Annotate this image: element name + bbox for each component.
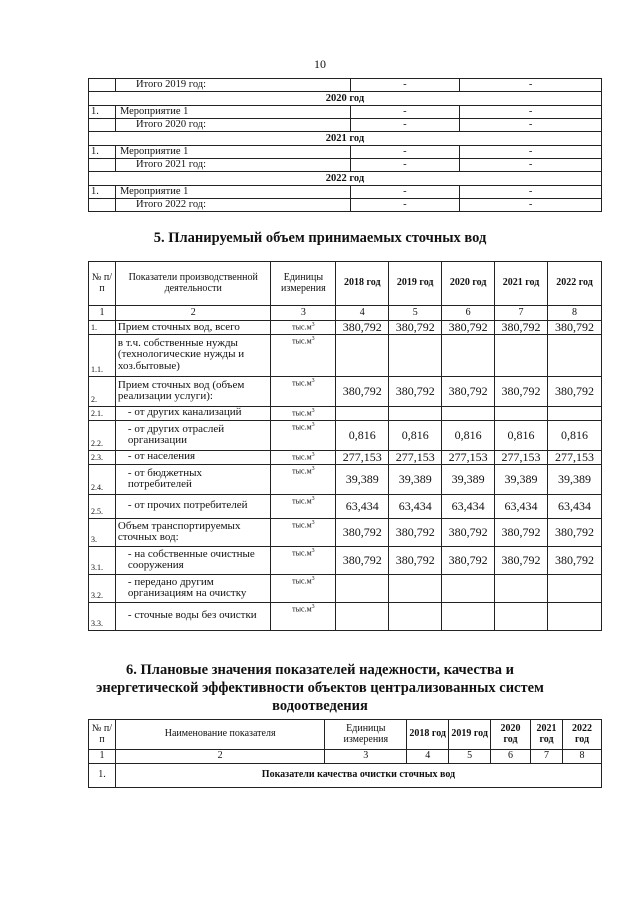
- row-value: 0,816: [548, 420, 602, 450]
- row-num: [89, 199, 116, 212]
- row-value: 63,434: [548, 494, 602, 518]
- table-header-row: [89, 720, 602, 750]
- unit-text: тыс.м: [292, 496, 312, 506]
- header-year: 2021 год: [531, 720, 563, 750]
- row-value: 380,792: [336, 376, 389, 406]
- row-label: Мероприятие 1: [115, 146, 350, 159]
- row-value: 380,792: [548, 546, 602, 574]
- unit-exponent: 3: [311, 322, 315, 328]
- column-number-row: [89, 750, 602, 764]
- header-units: Единицы измерения: [271, 262, 336, 306]
- row-value: [442, 406, 495, 420]
- row-value: [336, 574, 389, 602]
- row-label: - от населения: [115, 450, 271, 464]
- row-value: [548, 334, 602, 376]
- row-value: 380,792: [389, 321, 442, 335]
- row-value: 277,153: [389, 450, 442, 464]
- row-num: 1.: [89, 106, 116, 119]
- header-name: Наименование показателя: [115, 720, 324, 750]
- column-number: 2: [115, 750, 324, 764]
- unit-text: тыс.м: [292, 466, 312, 476]
- row-value: -: [460, 199, 602, 212]
- row-num: 3.: [89, 518, 116, 546]
- section-6-title-line-3: водоотведения: [272, 698, 368, 714]
- row-value: 380,792: [336, 546, 389, 574]
- group-num: 1.: [89, 764, 116, 788]
- table-row: [89, 518, 602, 546]
- row-num: 2.4.: [89, 464, 116, 494]
- header-year: 2019 год: [449, 720, 491, 750]
- unit-exponent: 3: [311, 335, 315, 342]
- table-row: [89, 602, 602, 630]
- unit-text: тыс.м: [292, 378, 312, 388]
- table-row: [89, 321, 602, 335]
- row-num: 1.: [89, 186, 116, 199]
- header-year: 2019 год: [389, 262, 442, 306]
- column-number: 1: [89, 306, 116, 321]
- row-num: 2.5.: [89, 494, 116, 518]
- table-row: [89, 546, 602, 574]
- column-number: 7: [531, 750, 563, 764]
- row-value: [442, 574, 495, 602]
- row-label: - от прочих потребителей: [115, 494, 271, 518]
- unit-exponent: 3: [311, 519, 315, 526]
- row-num: 1.: [89, 321, 116, 335]
- row-value: -: [460, 159, 602, 172]
- measure-row: [89, 106, 602, 119]
- section-5-title: 5. Планируемый объем принимаемых сточных вод: [153, 230, 487, 246]
- row-num: 2.: [89, 376, 116, 406]
- row-num: 2.1.: [89, 406, 116, 420]
- row-value: 63,434: [389, 494, 442, 518]
- header-year: 2022 год: [548, 262, 602, 306]
- column-number: 6: [491, 750, 531, 764]
- row-unit: [271, 420, 336, 450]
- row-value: [548, 574, 602, 602]
- row-value: 380,792: [495, 321, 548, 335]
- row-label: - от других отраслей организации: [115, 420, 271, 450]
- unit-text: тыс.м: [292, 576, 312, 586]
- row-num: 3.1.: [89, 546, 116, 574]
- table-row: [89, 574, 602, 602]
- column-number: 6: [442, 306, 495, 321]
- row-value: 39,389: [389, 464, 442, 494]
- header-year: 2018 год: [407, 720, 449, 750]
- unit-text: тыс.м: [292, 604, 312, 614]
- row-label: Прием сточных вод (объем реализации услуги):: [115, 376, 271, 406]
- row-num: 3.2.: [89, 574, 116, 602]
- row-value: -: [350, 199, 460, 212]
- row-label: - на собственные очистные сооружения: [115, 546, 271, 574]
- row-label: Итого 2021 год:: [115, 159, 350, 172]
- column-number: 3: [271, 306, 336, 321]
- row-value: 380,792: [442, 518, 495, 546]
- group-label: Показатели качества очистки сточных вод: [115, 764, 601, 788]
- section-6-title-line-1: 6. Плановые значения показателей надежности, качества и: [126, 662, 514, 678]
- measure-row: [89, 79, 602, 92]
- table-row: [89, 406, 602, 420]
- measure-row: [89, 159, 602, 172]
- unit-exponent: 3: [311, 377, 315, 384]
- row-value: -: [350, 146, 460, 159]
- row-value: 380,792: [442, 321, 495, 335]
- row-num: 3.3.: [89, 602, 116, 630]
- row-value: -: [350, 106, 460, 119]
- row-value: [548, 406, 602, 420]
- unit-text: тыс.м: [292, 408, 312, 418]
- header-units: Единицы измерения: [325, 720, 407, 750]
- table-row: [89, 376, 602, 406]
- row-num: 2.3.: [89, 450, 116, 464]
- header-year: 2020 год: [491, 720, 531, 750]
- row-value: [389, 574, 442, 602]
- row-value: [495, 334, 548, 376]
- row-value: 39,389: [548, 464, 602, 494]
- table-row: [89, 334, 602, 376]
- row-num: 1.1.: [89, 334, 116, 376]
- row-value: [389, 602, 442, 630]
- unit-exponent: 3: [311, 465, 315, 472]
- row-value: [548, 602, 602, 630]
- row-value: [336, 334, 389, 376]
- unit-exponent: 3: [311, 495, 315, 502]
- row-value: 0,816: [495, 420, 548, 450]
- unit-exponent: 3: [311, 603, 315, 610]
- section-6-title-line-2: энергетической эффективности объектов централизованных систем: [96, 680, 544, 696]
- row-value: 39,389: [442, 464, 495, 494]
- column-number: 8: [548, 306, 602, 321]
- row-num: 1.: [89, 146, 116, 159]
- row-value: 380,792: [389, 376, 442, 406]
- row-value: 277,153: [495, 450, 548, 464]
- header-year: 2020 год: [442, 262, 495, 306]
- row-unit: [271, 602, 336, 630]
- row-value: 380,792: [548, 518, 602, 546]
- unit-text: тыс.м: [292, 422, 312, 432]
- row-value: [442, 602, 495, 630]
- row-label: - сточные воды без очистки: [115, 602, 271, 630]
- unit-text: тыс.м: [292, 520, 312, 530]
- row-value: 63,434: [442, 494, 495, 518]
- row-value: 380,792: [442, 376, 495, 406]
- unit-text: тыс.м: [292, 452, 312, 462]
- row-label: Прием сточных вод, всего: [115, 321, 271, 335]
- planned-wastewater-table: [88, 261, 602, 631]
- column-number: 7: [495, 306, 548, 321]
- unit-exponent: 3: [311, 421, 315, 428]
- row-label: - передано другим организациям на очистку: [115, 574, 271, 602]
- row-value: 39,389: [495, 464, 548, 494]
- group-row: [89, 764, 602, 788]
- year-label: 2022 год: [89, 172, 602, 186]
- row-value: 0,816: [389, 420, 442, 450]
- year-row: [89, 132, 602, 146]
- row-label: Итого 2020 год:: [115, 119, 350, 132]
- row-value: [336, 406, 389, 420]
- header-year: 2018 год: [336, 262, 389, 306]
- column-number: 1: [89, 750, 116, 764]
- column-number: 2: [115, 306, 271, 321]
- row-value: 380,792: [548, 376, 602, 406]
- row-value: 380,792: [336, 518, 389, 546]
- row-value: 380,792: [442, 546, 495, 574]
- unit-text: тыс.м: [292, 548, 312, 558]
- row-value: -: [350, 186, 460, 199]
- row-value: 380,792: [336, 321, 389, 335]
- row-value: 39,389: [336, 464, 389, 494]
- unit-exponent: 3: [311, 547, 315, 554]
- unit-text: тыс.м: [292, 336, 312, 346]
- unit-exponent: 3: [311, 575, 315, 582]
- row-value: [442, 334, 495, 376]
- unit-exponent: 3: [311, 407, 315, 414]
- row-label: - от других канализаций: [115, 406, 271, 420]
- header-year: 2022 год: [562, 720, 601, 750]
- table-row: [89, 464, 602, 494]
- row-value: 277,153: [336, 450, 389, 464]
- row-unit: [271, 546, 336, 574]
- page-number: 10: [314, 57, 326, 71]
- table-row: [89, 494, 602, 518]
- measure-row: [89, 146, 602, 159]
- row-value: -: [460, 186, 602, 199]
- measure-row: [89, 199, 602, 212]
- row-value: -: [350, 159, 460, 172]
- row-num: 2.2.: [89, 420, 116, 450]
- row-value: [495, 602, 548, 630]
- row-unit: [271, 376, 336, 406]
- row-value: 380,792: [389, 518, 442, 546]
- row-label: Объем транспортируемых сточных вод:: [115, 518, 271, 546]
- row-value: 380,792: [495, 376, 548, 406]
- row-num: [89, 79, 116, 92]
- row-value: 380,792: [495, 546, 548, 574]
- column-number: 5: [389, 306, 442, 321]
- row-value: [336, 602, 389, 630]
- year-row: [89, 172, 602, 186]
- year-label: 2021 год: [89, 132, 602, 146]
- row-value: [389, 334, 442, 376]
- header-year: 2021 год: [495, 262, 548, 306]
- column-number: 4: [336, 306, 389, 321]
- column-number: 5: [449, 750, 491, 764]
- table-row: [89, 450, 602, 464]
- row-value: 380,792: [548, 321, 602, 335]
- table-row: [89, 420, 602, 450]
- measure-row: [89, 119, 602, 132]
- header-indicator: Показатели производственной деятельности: [115, 262, 271, 306]
- row-label: Мероприятие 1: [115, 106, 350, 119]
- row-label: - от бюджетных потребителей: [115, 464, 271, 494]
- measure-row: [89, 186, 602, 199]
- row-value: -: [460, 146, 602, 159]
- table-header-row: [89, 262, 602, 306]
- row-value: -: [460, 79, 602, 92]
- row-value: 277,153: [548, 450, 602, 464]
- row-unit: [271, 494, 336, 518]
- reliability-indicators-table: [88, 719, 602, 788]
- row-value: [389, 406, 442, 420]
- row-num: [89, 119, 116, 132]
- row-value: 0,816: [442, 420, 495, 450]
- row-value: -: [350, 119, 460, 132]
- row-unit: [271, 464, 336, 494]
- row-unit: [271, 321, 336, 335]
- year-row: [89, 92, 602, 106]
- row-value: 277,153: [442, 450, 495, 464]
- row-value: -: [460, 106, 602, 119]
- column-number-row: [89, 306, 602, 321]
- column-number: 3: [325, 750, 407, 764]
- row-unit: [271, 406, 336, 420]
- row-value: [495, 574, 548, 602]
- row-value: 63,434: [336, 494, 389, 518]
- row-value: 380,792: [389, 546, 442, 574]
- row-unit: [271, 518, 336, 546]
- unit-exponent: 3: [311, 451, 315, 458]
- row-value: -: [350, 79, 460, 92]
- header-num: № п/ п: [89, 262, 116, 306]
- top-table: [88, 78, 602, 212]
- row-unit: [271, 450, 336, 464]
- row-value: 0,816: [336, 420, 389, 450]
- row-label: Мероприятие 1: [115, 186, 350, 199]
- column-number: 8: [562, 750, 601, 764]
- row-label: в т.ч. собственные нужды (технологические нужды и хоз.бытовые): [115, 334, 271, 376]
- row-value: [495, 406, 548, 420]
- row-value: 380,792: [495, 518, 548, 546]
- unit-text: тыс.м: [292, 322, 312, 332]
- row-label: Итого 2022 год:: [115, 199, 350, 212]
- row-value: -: [460, 119, 602, 132]
- row-label: Итого 2019 год:: [115, 79, 350, 92]
- row-unit: [271, 334, 336, 376]
- row-num: [89, 159, 116, 172]
- column-number: 4: [407, 750, 449, 764]
- year-label: 2020 год: [89, 92, 602, 106]
- header-num: № п/п: [89, 720, 116, 750]
- row-value: 63,434: [495, 494, 548, 518]
- row-unit: [271, 574, 336, 602]
